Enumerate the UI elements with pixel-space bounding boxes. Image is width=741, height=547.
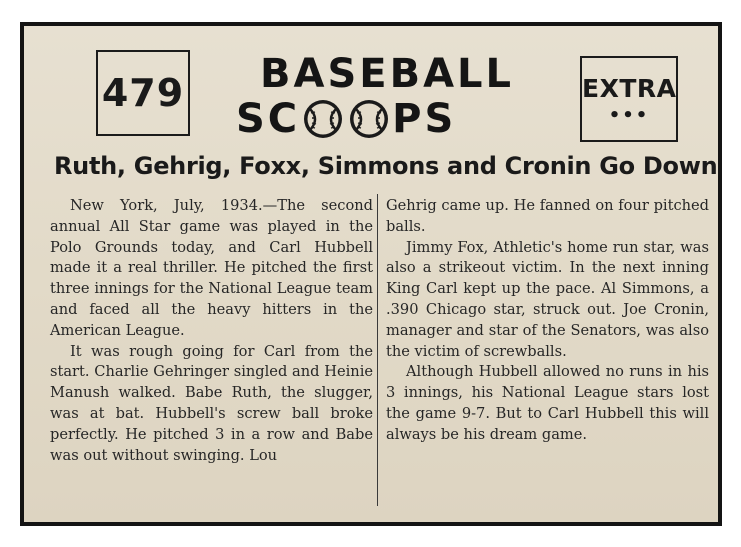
extra-box [580, 56, 678, 142]
paragraph: It was rough going for Carl from the start. Charlie Gehringer singled and Heinie Manush walked. Babe Ruth, the slugger, was at bat. Hubbell's screw ball broke perfectly. He pitched 3 in a row and Babe was out without swinging. Lou [50, 342, 373, 464]
paragraph: New York, July, 1934.—The second annual All Star game was played in the Polo Grounds today, and Carl Hubbell made it a real thriller. He pitched the first three innings for the National League team and faced all the heavy hitters in the American League. [50, 197, 373, 339]
card-number-box [96, 50, 190, 136]
title-line-1: BASEBALL [260, 51, 514, 97]
extra-dots: ••• [608, 105, 650, 126]
card-number: 479 [101, 71, 185, 115]
baseball-icon [301, 97, 345, 141]
baseball-icon [347, 97, 391, 141]
extra-label: EXTRA [582, 74, 677, 103]
article-column-right [386, 196, 709, 446]
card-border [20, 22, 722, 526]
paragraph: Gehrig came up. He fanned on four pitched balls. [386, 197, 709, 235]
headline: Ruth, Gehrig, Foxx, Simmons and Cronin Go Down [54, 152, 718, 180]
article-column-left [50, 196, 373, 466]
paragraph: Although Hubbell allowed no runs in his 3 innings, his National League stars lost the game 9-7. But to Carl Hubbell this will always be his dream game. [386, 363, 709, 443]
title-line-2-right: PS [392, 96, 457, 142]
card-back [24, 26, 718, 522]
title-line-2-left: SC [236, 96, 301, 142]
column-divider [377, 194, 378, 506]
paragraph: Jimmy Fox, Athletic's home run star, was also a strikeout victim. In the next inning King Carl kept up the pace. Al Simmons, a .390 Chicago star, struck out. Joe Cronin, manager and star of the Senators, was also the victim of screwballs. [386, 238, 709, 360]
title-line-2 [236, 96, 456, 142]
